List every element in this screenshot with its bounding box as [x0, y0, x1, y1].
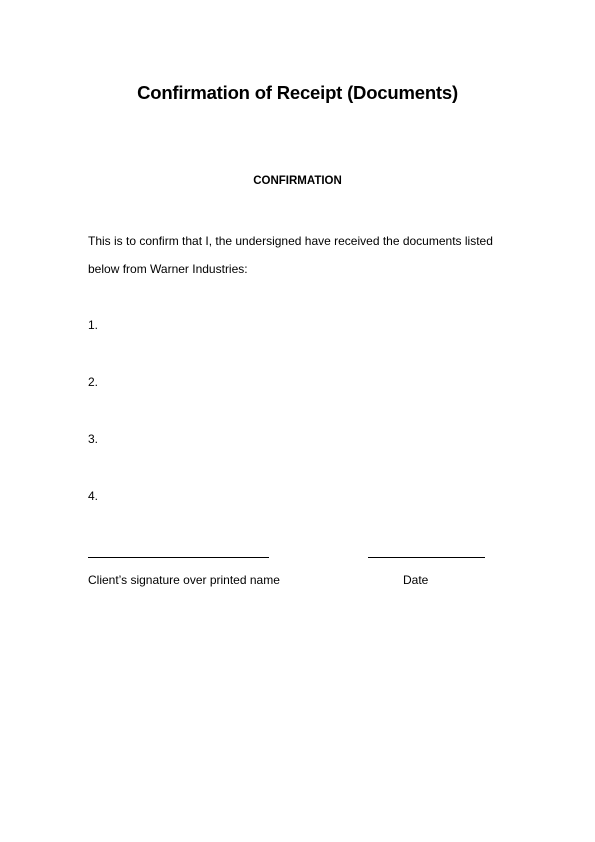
- body-text-line-2: below from Warner Industries:: [88, 262, 248, 276]
- body-text-line-1: This is to confirm that I, the undersigned have received the documents listed: [88, 234, 493, 248]
- date-line: [368, 557, 485, 558]
- section-heading: CONFIRMATION: [253, 175, 342, 187]
- signature-label: Client’s signature over printed name: [88, 573, 280, 587]
- list-item-2: 2.: [88, 375, 99, 389]
- date-label: Date: [403, 573, 429, 587]
- list-item-3: 3.: [88, 432, 99, 446]
- document-title: Confirmation of Receipt (Documents): [137, 82, 458, 103]
- list-item-4: 4.: [88, 489, 99, 503]
- list-item-1: 1.: [88, 318, 99, 332]
- signature-line: [88, 557, 269, 558]
